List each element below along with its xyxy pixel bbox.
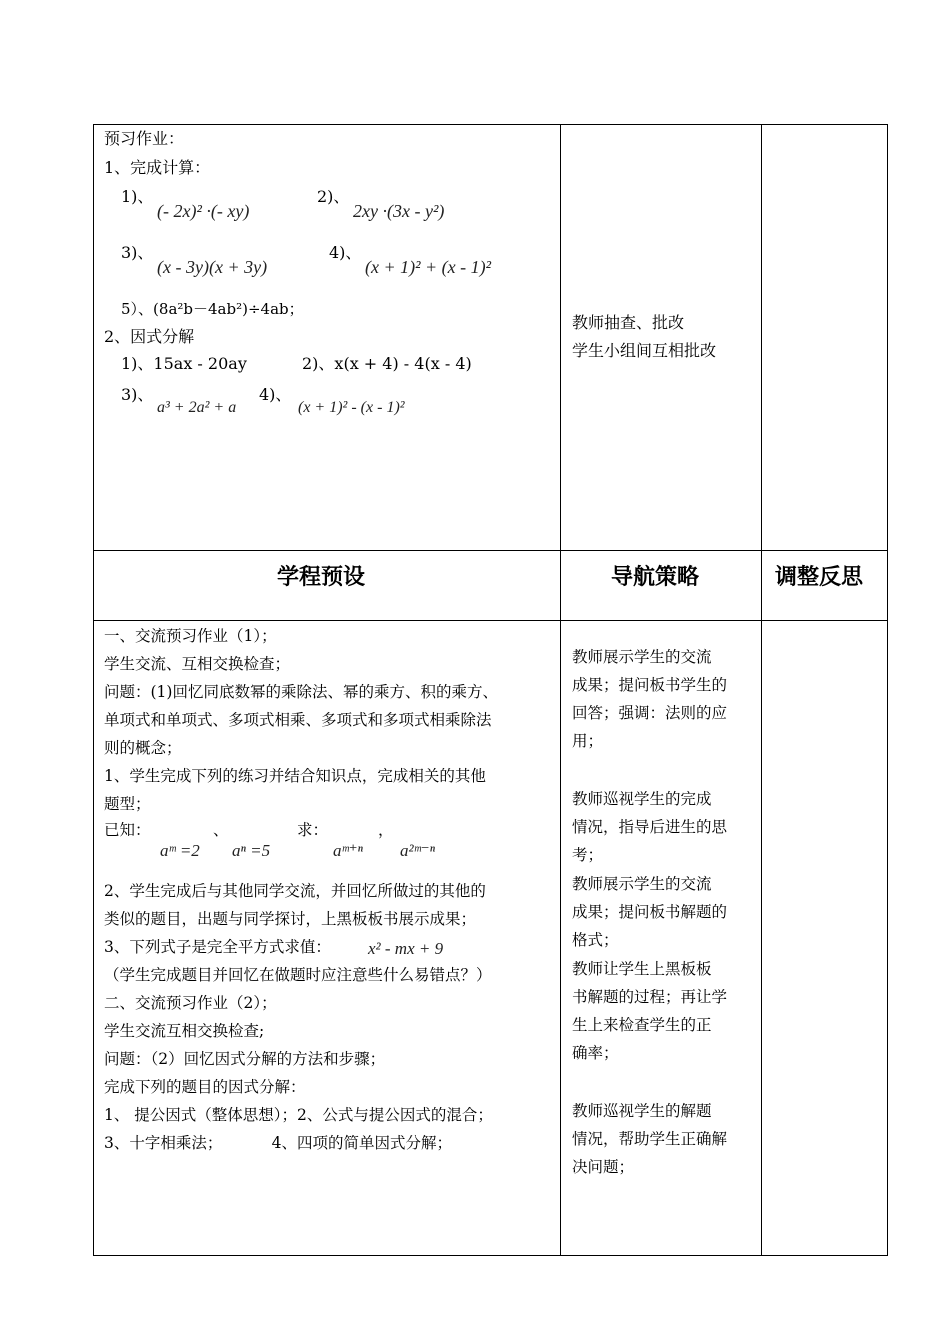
bl-line-11: 3、下列式子是完全平方式求值： — [104, 938, 331, 956]
bl-line-4: 单项式和单项式、多项式相乘、多项式和多项式相乘除法 — [104, 711, 492, 729]
calc-index-3: 3)、 — [121, 243, 154, 262]
calc-expr-1: (- 2x)² ·(- xy) — [157, 201, 250, 221]
given-label: 已知： — [104, 821, 151, 839]
bl-line-9: 2、学生完成后与其他同学交流，并回忆所做过的其他的 — [104, 882, 486, 900]
bm-e1: 教师巡视学生的解题 — [572, 1102, 712, 1120]
bm-d4: 确率； — [572, 1044, 619, 1062]
bm-b3: 考； — [572, 846, 604, 864]
bm-a2: 成果；提问板书学生的 — [572, 676, 728, 694]
bm-b1: 教师巡视学生的完成 — [572, 790, 712, 808]
bl-line-17: 1、 提公因式（整体思想）；2、公式与提公因式的混合； — [104, 1106, 493, 1124]
table-col-divider-2 — [761, 124, 762, 1256]
factor-index-4: 4)、 — [259, 385, 292, 404]
find-amn: aᵐ⁺ⁿ — [333, 841, 363, 860]
check-note-2: 学生小组间互相批改 — [572, 341, 717, 360]
table-col-divider-1 — [560, 124, 561, 1256]
check-note-1: 教师抽查、批改 — [572, 313, 685, 332]
preview-title: 预习作业： — [104, 129, 185, 148]
bm-c3: 格式； — [572, 931, 619, 949]
find-a2mn: a²ᵐ⁻ⁿ — [400, 841, 436, 860]
given-am: aᵐ =2 — [160, 841, 200, 860]
bl-line-2: 学生交流、互相交换检查； — [104, 655, 291, 673]
calc-item-5: 5）、(8a²b－4ab²)÷4ab； — [121, 300, 304, 318]
bl-line-10: 类似的题目，出题与同学探讨，上黑板板书展示成果； — [104, 910, 477, 928]
calc-expr-2: 2xy ·(3x - y²) — [353, 201, 445, 221]
bm-c2: 成果；提问板书解题的 — [572, 903, 728, 921]
header-navigation-strategy: 导航策略 — [611, 565, 700, 590]
calc-index-2: 2)、 — [317, 187, 350, 206]
bl-line-15: 问题：（2）回忆因式分解的方法和步骤； — [104, 1050, 386, 1068]
given-sep: 、 — [213, 821, 229, 839]
find-label: 求： — [297, 821, 329, 839]
bl-line-5: 则的概念； — [104, 739, 182, 757]
bm-a1: 教师展示学生的交流 — [572, 648, 712, 666]
table-border-left — [93, 124, 94, 1256]
find-sep: ， — [378, 821, 394, 839]
header-learning-plan: 学程预设 — [277, 565, 366, 590]
header-reflection: 调整反思 — [775, 565, 864, 590]
bl-line-12: （学生完成题目并回忆在做题时应注意些什么易错点？） — [104, 966, 492, 984]
bl-line-3: 问题：(1)回忆同底数幂的乘除法、幂的乘方、积的乘方、 — [104, 683, 498, 701]
table-border-bottom — [93, 1255, 888, 1256]
calc-expr-4: (x + 1)² + (x - 1)² — [365, 257, 492, 277]
bm-d2: 书解题的过程；再让学 — [572, 988, 728, 1006]
section-factor: 2、因式分解 — [104, 327, 195, 346]
bl-line-7: 题型； — [104, 795, 151, 813]
bm-d3: 生上来检查学生的正 — [572, 1016, 712, 1034]
table-row-divider-2 — [93, 620, 888, 621]
perfect-square-expr: x² - mx + 9 — [368, 939, 444, 958]
calc-expr-3: (x - 3y)(x + 3y) — [157, 257, 268, 277]
table-row-divider-1 — [93, 550, 888, 551]
table-border-top — [93, 124, 888, 125]
table-border-right — [887, 124, 888, 1256]
given-an: aⁿ =5 — [232, 841, 271, 860]
bm-a4: 用； — [572, 732, 604, 750]
factor-expr-3: a³ + 2a² + a — [157, 399, 237, 416]
bm-e3: 决问题； — [572, 1158, 635, 1176]
bm-b2: 情况，指导后进生的思 — [572, 818, 728, 836]
bl-line-16: 完成下列的题目的因式分解： — [104, 1078, 306, 1096]
bl-line-6: 1、学生完成下列的练习并结合知识点，完成相关的其他 — [104, 767, 486, 785]
bm-e2: 情况，帮助学生正确解 — [572, 1130, 728, 1148]
bl-line-18: 3、十字相乘法； 4、四项的简单因式分解； — [104, 1134, 452, 1152]
bm-d1: 教师让学生上黑板板 — [572, 960, 712, 978]
section-calc: 1、完成计算： — [104, 158, 211, 177]
bl-line-13: 二、交流预习作业（2）； — [104, 994, 277, 1012]
bl-line-14: 学生交流互相交换检查; — [104, 1022, 265, 1040]
bm-c1: 教师展示学生的交流 — [572, 875, 712, 893]
bm-a3: 回答；强调：法则的应 — [572, 704, 728, 722]
factor-item-1: 1)、15ax - 20ay — [121, 354, 247, 373]
calc-index-4: 4)、 — [329, 243, 362, 262]
bl-line-1: 一、交流预习作业（1）； — [104, 627, 277, 645]
factor-expr-4: (x + 1)² - (x - 1)² — [298, 399, 405, 416]
factor-index-3: 3)、 — [121, 385, 154, 404]
calc-index-1: 1)、 — [121, 187, 154, 206]
factor-item-2: 2)、x(x + 4) - 4(x - 4) — [302, 354, 472, 373]
